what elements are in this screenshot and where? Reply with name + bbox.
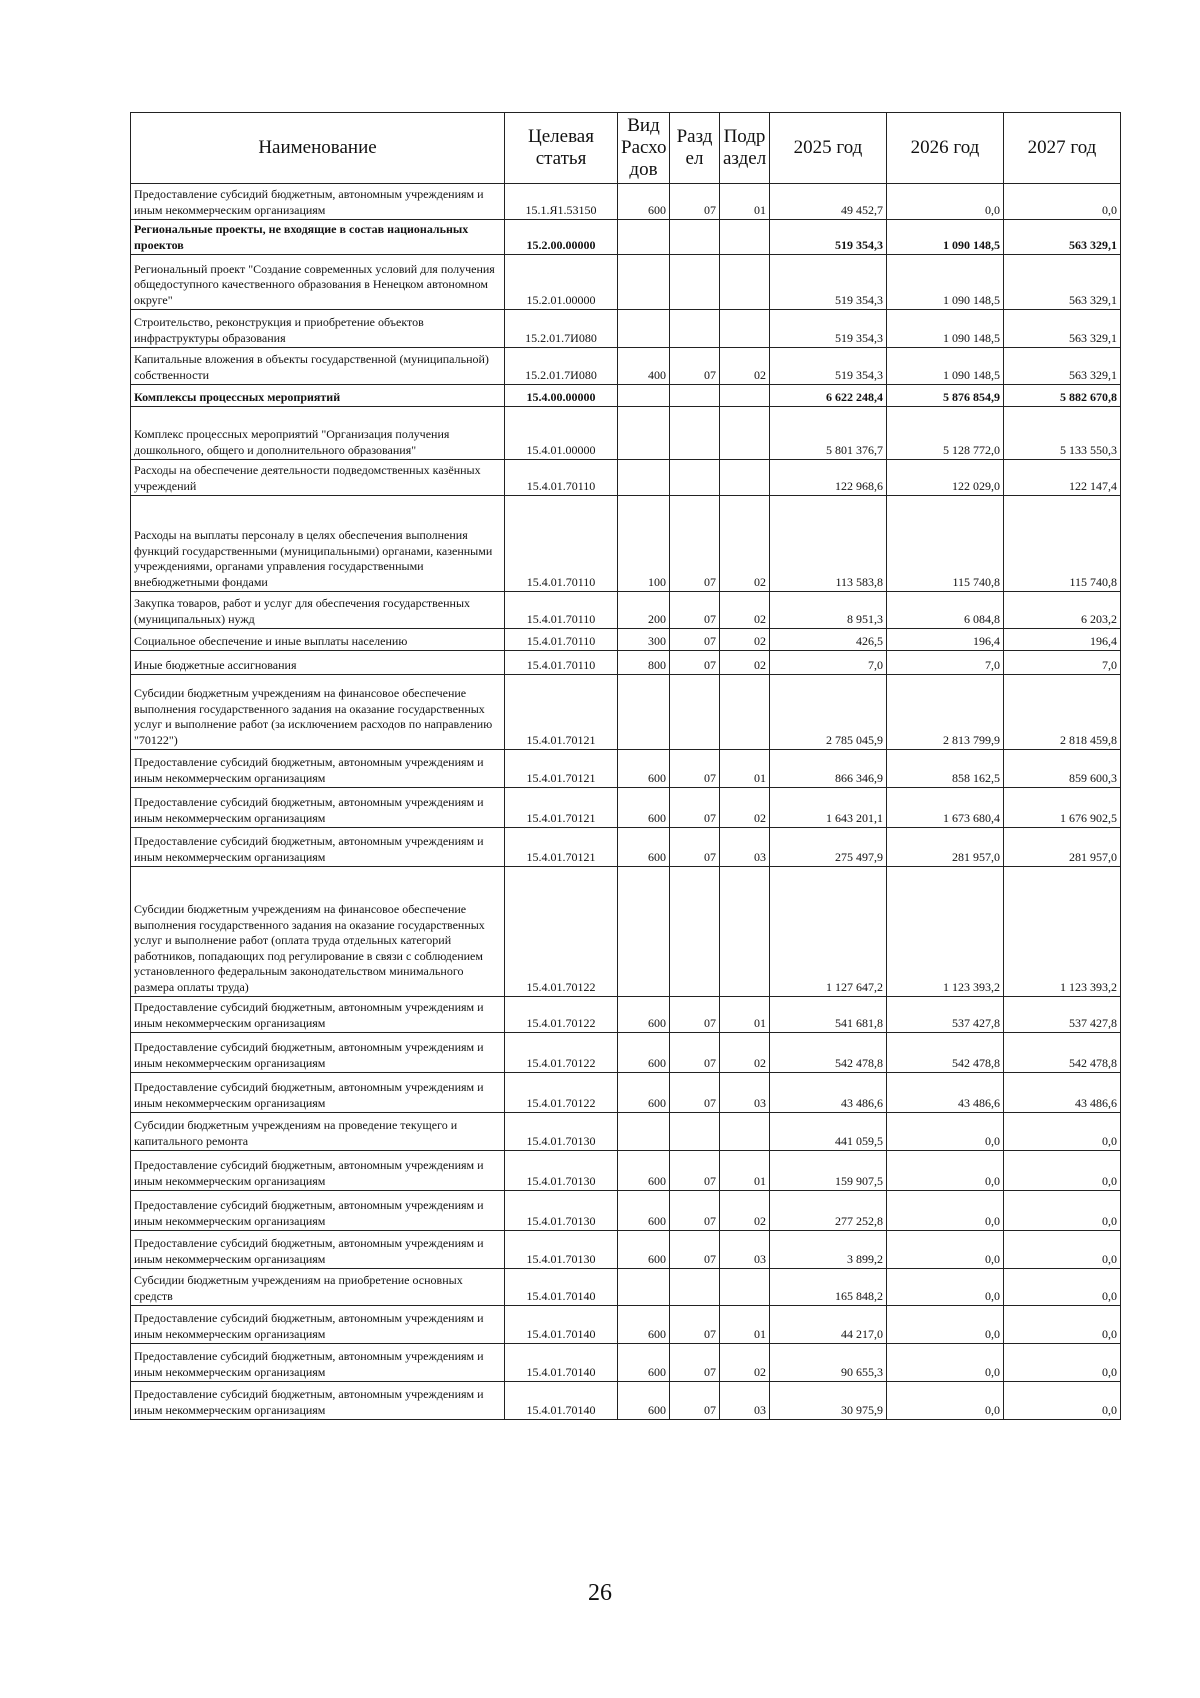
value-2025-cell: 49 452,7	[770, 184, 887, 220]
document-page	[130, 112, 1120, 1420]
name-cell: Комплекс процессных мероприятий "Организация получения дошкольного, общего и дополнительного образования"	[131, 407, 505, 460]
value-2025-cell: 866 346,9	[770, 750, 887, 788]
name-cell: Предоставление субсидий бюджетным, автономным учреждениям и иным некоммерческим организациям	[131, 184, 505, 220]
header-subsection: Подр аздел	[720, 113, 770, 184]
target-article-cell: 15.4.01.70140	[505, 1344, 618, 1382]
value-2026-cell: 0,0	[887, 1191, 1004, 1231]
expense-type-cell: 600	[618, 997, 670, 1033]
table-row	[131, 788, 1121, 828]
name-cell: Капитальные вложения в объекты государственной (муниципальной) собственности	[131, 348, 505, 385]
target-article-cell: 15.4.01.70140	[505, 1269, 618, 1306]
subsection-cell: 03	[720, 1073, 770, 1113]
value-2025-cell: 519 354,3	[770, 255, 887, 310]
target-article-cell: 15.4.01.70130	[505, 1151, 618, 1191]
subsection-cell: 03	[720, 1231, 770, 1269]
value-2025-cell: 5 801 376,7	[770, 407, 887, 460]
subsection-cell	[720, 255, 770, 310]
name-cell: Предоставление субсидий бюджетным, автономным учреждениям и иным некоммерческим организациям	[131, 1306, 505, 1344]
name-cell: Предоставление субсидий бюджетным, автономным учреждениям и иным некоммерческим организациям	[131, 1344, 505, 1382]
value-2027-cell: 0,0	[1004, 1269, 1121, 1306]
value-2025-cell: 159 907,5	[770, 1151, 887, 1191]
header-name: Наименование	[131, 113, 505, 184]
value-2027-cell: 563 329,1	[1004, 348, 1121, 385]
value-2027-cell: 0,0	[1004, 1191, 1121, 1231]
value-2027-cell: 2 818 459,8	[1004, 675, 1121, 750]
target-article-cell: 15.4.01.70121	[505, 828, 618, 867]
value-2026-cell: 0,0	[887, 1113, 1004, 1151]
section-cell: 07	[670, 750, 720, 788]
section-cell: 07	[670, 1151, 720, 1191]
expense-type-cell	[618, 675, 670, 750]
value-2026-cell: 6 084,8	[887, 592, 1004, 629]
name-cell: Комплексы процессных мероприятий	[131, 385, 505, 407]
value-2026-cell: 122 029,0	[887, 460, 1004, 496]
name-cell: Предоставление субсидий бюджетным, автономным учреждениям и иным некоммерческим организациям	[131, 1191, 505, 1231]
value-2026-cell: 1 090 148,5	[887, 310, 1004, 348]
value-2027-cell: 196,4	[1004, 629, 1121, 651]
value-2026-cell: 7,0	[887, 651, 1004, 675]
value-2026-cell: 1 123 393,2	[887, 867, 1004, 997]
target-article-cell: 15.2.01.00000	[505, 255, 618, 310]
name-cell: Иные бюджетные ассигнования	[131, 651, 505, 675]
table-row	[131, 828, 1121, 867]
value-2025-cell: 44 217,0	[770, 1306, 887, 1344]
expense-type-cell: 200	[618, 592, 670, 629]
subsection-cell: 02	[720, 788, 770, 828]
value-2027-cell: 0,0	[1004, 1344, 1121, 1382]
section-cell	[670, 1113, 720, 1151]
table-row	[131, 1344, 1121, 1382]
name-cell: Субсидии бюджетным учреждениям на проведение текущего и капитального ремонта	[131, 1113, 505, 1151]
target-article-cell: 15.4.01.70130	[505, 1231, 618, 1269]
subsection-cell	[720, 1269, 770, 1306]
value-2027-cell: 43 486,6	[1004, 1073, 1121, 1113]
target-article-cell: 15.4.01.70140	[505, 1382, 618, 1420]
value-2026-cell: 0,0	[887, 1269, 1004, 1306]
value-2027-cell: 0,0	[1004, 1113, 1121, 1151]
value-2027-cell: 0,0	[1004, 1306, 1121, 1344]
value-2026-cell: 0,0	[887, 184, 1004, 220]
target-article-cell: 15.4.01.70110	[505, 629, 618, 651]
value-2026-cell: 5 876 854,9	[887, 385, 1004, 407]
table-row	[131, 1269, 1121, 1306]
target-article-cell: 15.2.00.00000	[505, 220, 618, 255]
value-2025-cell: 30 975,9	[770, 1382, 887, 1420]
subsection-cell	[720, 385, 770, 407]
value-2026-cell: 542 478,8	[887, 1033, 1004, 1073]
table-row	[131, 385, 1121, 407]
expense-type-cell: 600	[618, 1151, 670, 1191]
section-cell: 07	[670, 629, 720, 651]
value-2026-cell: 281 957,0	[887, 828, 1004, 867]
target-article-cell: 15.4.01.70110	[505, 460, 618, 496]
target-article-cell: 15.1.Я1.53150	[505, 184, 618, 220]
table-row	[131, 651, 1121, 675]
value-2027-cell: 859 600,3	[1004, 750, 1121, 788]
target-article-cell: 15.4.01.70110	[505, 592, 618, 629]
header-target-article: Целевая статья	[505, 113, 618, 184]
expense-type-cell: 600	[618, 1073, 670, 1113]
value-2027-cell: 281 957,0	[1004, 828, 1121, 867]
value-2027-cell: 542 478,8	[1004, 1033, 1121, 1073]
section-cell: 07	[670, 1344, 720, 1382]
table-row	[131, 184, 1121, 220]
table-row	[131, 750, 1121, 788]
expense-type-cell: 600	[618, 1382, 670, 1420]
subsection-cell	[720, 675, 770, 750]
subsection-cell: 01	[720, 997, 770, 1033]
value-2025-cell: 275 497,9	[770, 828, 887, 867]
table-row	[131, 496, 1121, 592]
expense-type-cell	[618, 1113, 670, 1151]
name-cell: Предоставление субсидий бюджетным, автономным учреждениям и иным некоммерческим организациям	[131, 828, 505, 867]
section-cell: 07	[670, 1191, 720, 1231]
value-2025-cell: 3 899,2	[770, 1231, 887, 1269]
subsection-cell	[720, 460, 770, 496]
target-article-cell: 15.4.01.70130	[505, 1113, 618, 1151]
subsection-cell	[720, 867, 770, 997]
table-row	[131, 592, 1121, 629]
target-article-cell: 15.4.01.70130	[505, 1191, 618, 1231]
header-year-2027: 2027 год	[1004, 113, 1121, 184]
target-article-cell: 15.2.01.7И080	[505, 310, 618, 348]
expense-type-cell	[618, 255, 670, 310]
header-year-2026: 2026 год	[887, 113, 1004, 184]
value-2025-cell: 441 059,5	[770, 1113, 887, 1151]
value-2027-cell: 5 882 670,8	[1004, 385, 1121, 407]
table-row	[131, 220, 1121, 255]
name-cell: Расходы на выплаты персоналу в целях обеспечения выполнения функций государственными (муниципальными) органами, казенными учреждениями, органами управления государственными внебюджетными фондами	[131, 496, 505, 592]
value-2027-cell: 0,0	[1004, 1231, 1121, 1269]
value-2026-cell: 0,0	[887, 1344, 1004, 1382]
header-section: Разд ел	[670, 113, 720, 184]
value-2026-cell: 1 673 680,4	[887, 788, 1004, 828]
value-2027-cell: 537 427,8	[1004, 997, 1121, 1033]
section-cell	[670, 867, 720, 997]
name-cell: Предоставление субсидий бюджетным, автономным учреждениям и иным некоммерческим организациям	[131, 1382, 505, 1420]
subsection-cell: 03	[720, 828, 770, 867]
section-cell: 07	[670, 1382, 720, 1420]
name-cell: Субсидии бюджетным учреждениям на финансовое обеспечение выполнения государственного задания на оказание государственных услуг и выполнение работ (за исключением расходов по направлению "70122")	[131, 675, 505, 750]
section-cell: 07	[670, 348, 720, 385]
value-2025-cell: 43 486,6	[770, 1073, 887, 1113]
subsection-cell: 02	[720, 1344, 770, 1382]
target-article-cell: 15.4.01.70122	[505, 1033, 618, 1073]
target-article-cell: 15.2.01.7И080	[505, 348, 618, 385]
value-2027-cell: 1 123 393,2	[1004, 867, 1121, 997]
value-2026-cell: 0,0	[887, 1151, 1004, 1191]
name-cell: Региональный проект "Создание современных условий для получения общедоступного качественного образования в Ненецком автономном округе"	[131, 255, 505, 310]
expense-type-cell: 600	[618, 1231, 670, 1269]
value-2026-cell: 1 090 148,5	[887, 220, 1004, 255]
value-2027-cell: 0,0	[1004, 1151, 1121, 1191]
expense-type-cell	[618, 867, 670, 997]
subsection-cell: 03	[720, 1382, 770, 1420]
page-number: 26	[588, 1580, 612, 1606]
section-cell	[670, 385, 720, 407]
expense-type-cell	[618, 407, 670, 460]
table-row	[131, 255, 1121, 310]
subsection-cell: 02	[720, 629, 770, 651]
section-cell	[670, 310, 720, 348]
expense-type-cell: 600	[618, 1306, 670, 1344]
section-cell: 07	[670, 1033, 720, 1073]
subsection-cell: 02	[720, 496, 770, 592]
expense-type-cell	[618, 220, 670, 255]
value-2027-cell: 1 676 902,5	[1004, 788, 1121, 828]
table-row	[131, 997, 1121, 1033]
target-article-cell: 15.4.01.70122	[505, 997, 618, 1033]
value-2026-cell: 196,4	[887, 629, 1004, 651]
subsection-cell	[720, 1113, 770, 1151]
value-2027-cell: 122 147,4	[1004, 460, 1121, 496]
table-row	[131, 1113, 1121, 1151]
name-cell: Региональные проекты, не входящие в состав национальных проектов	[131, 220, 505, 255]
budget-table	[130, 112, 1121, 1420]
value-2027-cell: 115 740,8	[1004, 496, 1121, 592]
value-2027-cell: 563 329,1	[1004, 310, 1121, 348]
section-cell: 07	[670, 828, 720, 867]
subsection-cell: 02	[720, 1033, 770, 1073]
target-article-cell: 15.4.01.70122	[505, 867, 618, 997]
subsection-cell: 01	[720, 1151, 770, 1191]
value-2027-cell: 0,0	[1004, 1382, 1121, 1420]
subsection-cell: 02	[720, 1191, 770, 1231]
target-article-cell: 15.4.01.70121	[505, 750, 618, 788]
subsection-cell	[720, 310, 770, 348]
table-row	[131, 1382, 1121, 1420]
table-row	[131, 675, 1121, 750]
section-cell: 07	[670, 1231, 720, 1269]
expense-type-cell	[618, 310, 670, 348]
name-cell: Закупка товаров, работ и услуг для обеспечения государственных (муниципальных) нужд	[131, 592, 505, 629]
table-row	[131, 407, 1121, 460]
subsection-cell: 01	[720, 1306, 770, 1344]
expense-type-cell: 600	[618, 750, 670, 788]
name-cell: Субсидии бюджетным учреждениям на финансовое обеспечение выполнения государственного задания на оказание государственных услуг и выполнение работ (оплата труда отдельных категорий работников, попадающих под регулирование в связи с соблюдением установленного федеральным законодательством минимального размера оплаты труда)	[131, 867, 505, 997]
expense-type-cell: 600	[618, 1191, 670, 1231]
table-row	[131, 629, 1121, 651]
table-body	[131, 184, 1121, 1420]
section-cell: 07	[670, 1073, 720, 1113]
table-row	[131, 1191, 1121, 1231]
section-cell: 07	[670, 496, 720, 592]
table-row	[131, 460, 1121, 496]
section-cell: 07	[670, 788, 720, 828]
value-2025-cell: 426,5	[770, 629, 887, 651]
target-article-cell: 15.4.01.70121	[505, 675, 618, 750]
table-row	[131, 1306, 1121, 1344]
value-2026-cell: 1 090 148,5	[887, 255, 1004, 310]
value-2027-cell: 5 133 550,3	[1004, 407, 1121, 460]
value-2025-cell: 165 848,2	[770, 1269, 887, 1306]
value-2026-cell: 5 128 772,0	[887, 407, 1004, 460]
name-cell: Расходы на обеспечение деятельности подведомственных казённых учреждений	[131, 460, 505, 496]
subsection-cell: 01	[720, 750, 770, 788]
target-article-cell: 15.4.01.70122	[505, 1073, 618, 1113]
expense-type-cell: 800	[618, 651, 670, 675]
subsection-cell: 02	[720, 348, 770, 385]
value-2025-cell: 2 785 045,9	[770, 675, 887, 750]
target-article-cell: 15.4.01.00000	[505, 407, 618, 460]
name-cell: Предоставление субсидий бюджетным, автономным учреждениям и иным некоммерческим организациям	[131, 1073, 505, 1113]
value-2026-cell: 115 740,8	[887, 496, 1004, 592]
expense-type-cell: 300	[618, 629, 670, 651]
table-row	[131, 1231, 1121, 1269]
value-2026-cell: 2 813 799,9	[887, 675, 1004, 750]
value-2025-cell: 90 655,3	[770, 1344, 887, 1382]
value-2027-cell: 563 329,1	[1004, 255, 1121, 310]
table-row	[131, 348, 1121, 385]
expense-type-cell: 600	[618, 184, 670, 220]
table-row	[131, 310, 1121, 348]
name-cell: Предоставление субсидий бюджетным, автономным учреждениям и иным некоммерческим организациям	[131, 1231, 505, 1269]
expense-type-cell: 400	[618, 348, 670, 385]
section-cell	[670, 675, 720, 750]
target-article-cell: 15.4.01.70140	[505, 1306, 618, 1344]
expense-type-cell: 600	[618, 788, 670, 828]
header-expense-type: Вид Расхо дов	[618, 113, 670, 184]
value-2025-cell: 277 252,8	[770, 1191, 887, 1231]
table-header-row	[131, 113, 1121, 184]
expense-type-cell	[618, 385, 670, 407]
value-2025-cell: 542 478,8	[770, 1033, 887, 1073]
value-2025-cell: 519 354,3	[770, 310, 887, 348]
value-2026-cell: 537 427,8	[887, 997, 1004, 1033]
value-2025-cell: 541 681,8	[770, 997, 887, 1033]
subsection-cell: 02	[720, 592, 770, 629]
expense-type-cell: 600	[618, 1033, 670, 1073]
section-cell: 07	[670, 651, 720, 675]
table-row	[131, 1073, 1121, 1113]
section-cell	[670, 407, 720, 460]
value-2025-cell: 8 951,3	[770, 592, 887, 629]
expense-type-cell	[618, 460, 670, 496]
name-cell: Предоставление субсидий бюджетным, автономным учреждениям и иным некоммерческим организациям	[131, 788, 505, 828]
subsection-cell: 01	[720, 184, 770, 220]
name-cell: Субсидии бюджетным учреждениям на приобретение основных средств	[131, 1269, 505, 1306]
target-article-cell: 15.4.01.70110	[505, 496, 618, 592]
section-cell	[670, 1269, 720, 1306]
name-cell: Предоставление субсидий бюджетным, автономным учреждениям и иным некоммерческим организациям	[131, 750, 505, 788]
section-cell: 07	[670, 592, 720, 629]
subsection-cell: 02	[720, 651, 770, 675]
expense-type-cell: 600	[618, 1344, 670, 1382]
expense-type-cell: 600	[618, 828, 670, 867]
value-2025-cell: 113 583,8	[770, 496, 887, 592]
name-cell: Предоставление субсидий бюджетным, автономным учреждениям и иным некоммерческим организациям	[131, 997, 505, 1033]
name-cell: Предоставление субсидий бюджетным, автономным учреждениям и иным некоммерческим организациям	[131, 1151, 505, 1191]
table-row	[131, 1151, 1121, 1191]
section-cell: 07	[670, 184, 720, 220]
section-cell: 07	[670, 1306, 720, 1344]
table-row	[131, 1033, 1121, 1073]
header-year-2025: 2025 год	[770, 113, 887, 184]
value-2025-cell: 519 354,3	[770, 220, 887, 255]
target-article-cell: 15.4.01.70110	[505, 651, 618, 675]
value-2025-cell: 1 127 647,2	[770, 867, 887, 997]
target-article-cell: 15.4.01.70121	[505, 788, 618, 828]
value-2027-cell: 7,0	[1004, 651, 1121, 675]
section-cell	[670, 255, 720, 310]
value-2027-cell: 563 329,1	[1004, 220, 1121, 255]
value-2025-cell: 519 354,3	[770, 348, 887, 385]
subsection-cell	[720, 407, 770, 460]
expense-type-cell	[618, 1269, 670, 1306]
value-2026-cell: 0,0	[887, 1231, 1004, 1269]
name-cell: Строительство, реконструкция и приобретение объектов инфраструктуры образования	[131, 310, 505, 348]
value-2027-cell: 6 203,2	[1004, 592, 1121, 629]
value-2026-cell: 1 090 148,5	[887, 348, 1004, 385]
subsection-cell	[720, 220, 770, 255]
section-cell	[670, 460, 720, 496]
section-cell	[670, 220, 720, 255]
value-2025-cell: 122 968,6	[770, 460, 887, 496]
name-cell: Предоставление субсидий бюджетным, автономным учреждениям и иным некоммерческим организациям	[131, 1033, 505, 1073]
value-2026-cell: 858 162,5	[887, 750, 1004, 788]
value-2026-cell: 0,0	[887, 1306, 1004, 1344]
table-row	[131, 867, 1121, 997]
section-cell: 07	[670, 997, 720, 1033]
name-cell: Социальное обеспечение и иные выплаты населению	[131, 629, 505, 651]
value-2026-cell: 0,0	[887, 1382, 1004, 1420]
value-2025-cell: 6 622 248,4	[770, 385, 887, 407]
value-2026-cell: 43 486,6	[887, 1073, 1004, 1113]
value-2025-cell: 1 643 201,1	[770, 788, 887, 828]
expense-type-cell: 100	[618, 496, 670, 592]
value-2025-cell: 7,0	[770, 651, 887, 675]
value-2027-cell: 0,0	[1004, 184, 1121, 220]
target-article-cell: 15.4.00.00000	[505, 385, 618, 407]
